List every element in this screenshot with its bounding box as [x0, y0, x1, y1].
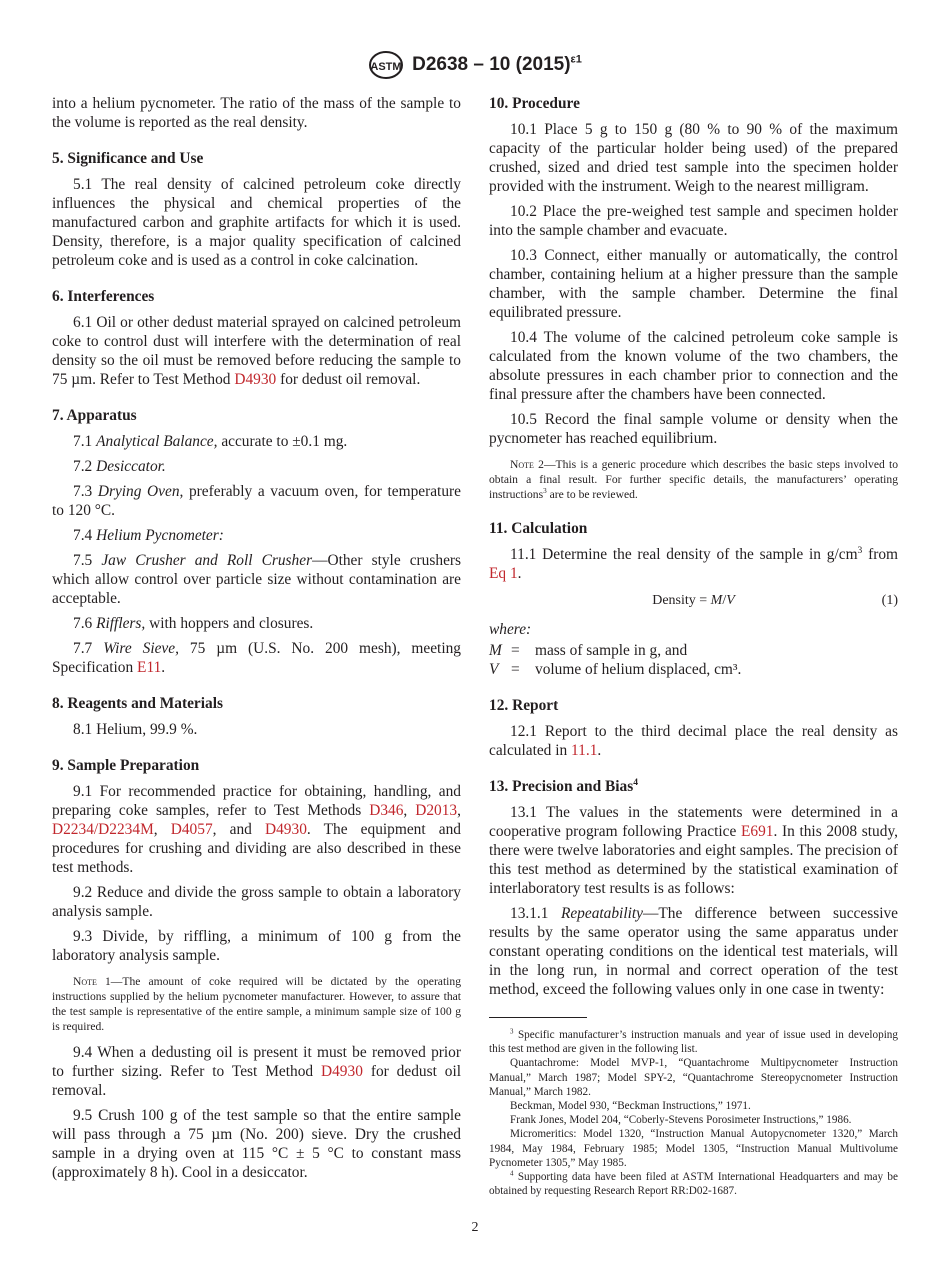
- text-run: 9.3 Divide, by riffling, a minimum of 100 g from the laboratory analysis sample.: [52, 928, 461, 964]
- text-run: Density =: [652, 593, 711, 608]
- italic-text: Drying Oven,: [97, 483, 184, 500]
- footnote-divider: [489, 1017, 587, 1018]
- definition-row: [489, 660, 898, 679]
- text-run: Specific manufacturer’s instruction manuals and year of issue used in developing this test method are given in the following list.: [489, 1029, 898, 1056]
- footnote: [489, 1028, 898, 1056]
- text-run: 6.1 Oil or other dedust material sprayed on calcined petroleum coke to control dust will interfere with the determination of real density so the oil must be removed before reducing the sample to 75 µm. Refer to Test Method: [52, 314, 461, 388]
- footnote: [489, 1127, 898, 1170]
- text-run: 12. Report: [489, 697, 559, 714]
- text-run: 10.2 Place the pre-weighed test sample and specimen holder into the sample chamber and evacuate.: [489, 203, 898, 239]
- text-run: —Other style crushers which allow control over particle size without contamination are acceptable.: [52, 552, 462, 607]
- epsilon-superscript: ε1: [570, 53, 582, 66]
- footnote: [489, 1170, 898, 1198]
- text-run: 7.5: [73, 552, 102, 569]
- text-run: 7.4: [73, 527, 97, 544]
- footnote: [489, 1056, 898, 1099]
- italic-text: Wire Sieve,: [103, 640, 179, 657]
- superscript: 3: [543, 487, 547, 496]
- text-run: /: [722, 593, 727, 608]
- text-run: 10. Procedure: [489, 95, 580, 112]
- text-run: 7.7: [73, 640, 104, 657]
- text-run: 9.5 Crush 100 g of the test sample so that the entire sample will pass through a 75 µm (No. 200) sieve. Dry the crushed sample in a drying oven at 115 °C ± 5 °C to constant mass (approximately 8 h). Cool in a desiccator.: [52, 1107, 461, 1181]
- definition-desc: mass of sample in g, and: [535, 642, 688, 659]
- italic-text: M: [710, 593, 723, 608]
- text-run: Note: [73, 975, 97, 988]
- text-run: for dedust oil removal.: [276, 371, 421, 388]
- section-heading: [52, 149, 461, 168]
- text-run: 10.1 Place 5 g to 150 g (80 % to 90 % of the maximum capacity of the particular holder being used) of the prepared crushed, sized and dried test sample into the specimen holder provided with the instrument. Weigh to the nearest milligram.: [489, 121, 898, 195]
- section-heading: [52, 756, 461, 775]
- section-heading: [489, 777, 898, 796]
- text-run: 7.6: [73, 615, 97, 632]
- reference-link[interactable]: D2234/D2234M: [52, 821, 154, 838]
- section-heading: [489, 519, 898, 538]
- paragraph: [489, 246, 898, 322]
- paragraph: [52, 526, 461, 545]
- text-run: 7. Apparatus: [52, 407, 137, 424]
- text-run: 2—This is a generic procedure which describes the basic steps involved to obtain a final result. For further specific details, the manufacturers’ operating instructions: [489, 458, 898, 501]
- footnote: [489, 1099, 898, 1113]
- text-run: 13. Precision and Bias: [489, 778, 634, 795]
- superscript: 4: [510, 1169, 514, 1178]
- definition-sym: M: [489, 642, 502, 659]
- italic-text: Jaw Crusher and Roll Crusher: [101, 552, 313, 569]
- paragraph: [52, 1106, 461, 1182]
- paragraph: [489, 410, 898, 448]
- text-run: for dedust oil removal.: [52, 1063, 462, 1099]
- text-run: accurate to ±0.1 mg.: [217, 433, 348, 450]
- text-run: 5.1 The real density of calcined petroleum coke directly influences the physical and chemical properties of the manufactured carbon and graphite artifacts for which it is used. Density, therefore, is a major quality specification of calcined petroleum coke and is used as a control in coke calcination.: [52, 176, 461, 269]
- footnote: [489, 1113, 898, 1127]
- text-run: into a helium pycnometer. The ratio of the mass of the sample to the volume is reported as the real density.: [52, 95, 461, 131]
- note: [52, 974, 461, 1034]
- reference-link[interactable]: E691: [740, 823, 774, 840]
- text-run: 10.5 Record the final sample volume or density when the pycnometer has reached equilibrium.: [489, 411, 898, 447]
- reference-link[interactable]: D346: [369, 802, 404, 819]
- paragraph: [52, 614, 461, 633]
- equation-number: (1): [881, 593, 898, 608]
- page-number: 2: [471, 1220, 479, 1235]
- paragraph: [52, 551, 461, 608]
- reference-link[interactable]: D4057: [170, 821, 213, 838]
- text-run: 13.1 The values in the statements were determined in a cooperative program following Practice: [489, 804, 898, 840]
- text-run: .: [597, 742, 602, 759]
- text-run: 9.1 For recommended practice for obtaining, handling, and preparing coke samples, refer to Test Methods: [52, 783, 461, 819]
- superscript: 4: [633, 776, 639, 788]
- italic-text: V: [726, 593, 735, 608]
- section-heading: [52, 287, 461, 306]
- text-run: 12.1 Report to the third decimal place the real density as calculated in: [489, 723, 898, 759]
- text-run: 7.1: [73, 433, 97, 450]
- text-run: 1—The amount of coke required will be dictated by the operating instructions supplied by the helium pycnometer manufacturer. However, to assure that the test sample is representative of the entire sample, a minimum sample size of 100 g is required.: [52, 975, 461, 1033]
- text-run: 75 µm (U.S. No. 200 mesh), meeting Specification: [52, 640, 461, 676]
- text-run: . The equipment and procedures for crushing and dividing are also described in these test methods.: [52, 821, 461, 876]
- text-run: Frank Jones, Model 204, “Coberly-Stevens Porosimeter Instructions,” 1986.: [510, 1114, 852, 1127]
- page-header: [0, 50, 950, 84]
- text-run: 9. Sample Preparation: [52, 757, 200, 774]
- text-run: Supporting data have been filed at ASTM International Headquarters and may be obtained by requesting Research Report RR:D02-1687.: [489, 1171, 898, 1198]
- paragraph: [489, 202, 898, 240]
- reference-link[interactable]: D4930: [234, 371, 277, 388]
- astm-logo-icon: [368, 50, 404, 80]
- text-run: 11. Calculation: [489, 520, 588, 537]
- paragraph: [52, 927, 461, 965]
- text-run: ,: [153, 821, 171, 838]
- text-run: 13.1.1: [510, 905, 561, 922]
- equation-body: [652, 593, 735, 608]
- text-run: Beckman, Model 930, “Beckman Instructions,” 1971.: [510, 1100, 751, 1113]
- text-run: 7.3: [73, 483, 98, 500]
- italic-text: Analytical Balance,: [96, 433, 218, 450]
- text-run: Micromeritics: Model 1320, “Instruction Manual Autopycnometer 1320,” March 1984, May 1984, February 1985; Model 1305, “Instruction Manual Multivolume Pycnometer 1305,” May 1985.: [489, 1128, 898, 1169]
- paragraph: [489, 545, 898, 583]
- text-run: 6. Interferences: [52, 288, 155, 305]
- text-run: 9.4 When a dedusting oil is present it must be removed prior to further sizing. Refer to Test Method: [52, 1044, 461, 1080]
- reference-link[interactable]: D2013: [415, 802, 458, 819]
- text-run: with hoppers and closures.: [145, 615, 314, 632]
- paragraph: [52, 175, 461, 270]
- paragraph: [489, 722, 898, 760]
- where-label: [489, 620, 898, 639]
- section-heading: [489, 696, 898, 715]
- definition-eqs: =: [511, 642, 520, 659]
- text-run: are to be reviewed.: [546, 488, 638, 501]
- paragraph: [52, 782, 461, 877]
- paragraph: [489, 904, 898, 999]
- paragraph: [52, 457, 461, 476]
- text-run: 11.1 Determine the real density of the sample in g/cm: [510, 546, 858, 563]
- text-run: ,: [457, 802, 461, 819]
- text-run: preferably a vacuum oven, for temperature to 120 °C.: [52, 483, 461, 519]
- italic-text: Helium Pycnometer:: [96, 527, 224, 544]
- text-run: .: [517, 565, 522, 582]
- definition-desc: volume of helium displaced, cm³.: [535, 661, 742, 678]
- text-run: ,: [403, 802, 416, 819]
- right-column: [489, 92, 898, 1198]
- paragraph: [52, 94, 461, 132]
- italic-text: Repeatability: [560, 905, 643, 922]
- paragraph: [52, 1043, 461, 1100]
- section-heading: [52, 406, 461, 425]
- text-run: 10.3 Connect, either manually or automatically, the control chamber, containing helium at a higher pressure than the sample chamber, with the sample chamber. Determine the final equilibrated pressure.: [489, 247, 898, 321]
- text-run: 9.2 Reduce and divide the gross sample to obtain a laboratory analysis sample.: [52, 884, 461, 920]
- paragraph: [52, 432, 461, 451]
- paragraph: [489, 328, 898, 404]
- reference-link[interactable]: Eq 1: [489, 565, 518, 582]
- text-run: 10.4 The volume of the calcined petroleum coke sample is calculated from the known volume of the two chambers, the absolute pressures in each chamber prior to connection and the final pressure after the chambers have been connected.: [489, 329, 898, 403]
- italic-text: where:: [489, 621, 532, 638]
- designation-text: D2638 – 10 (2015): [412, 54, 571, 75]
- paragraph: [52, 639, 461, 677]
- text-run: from: [862, 546, 899, 563]
- italic-text: Desiccator.: [96, 458, 166, 475]
- left-column: [52, 92, 461, 1182]
- reference-link[interactable]: D4930: [321, 1063, 363, 1080]
- text-run: , and: [212, 821, 265, 838]
- text-run: .: [161, 659, 166, 676]
- definition-eqs: =: [511, 661, 520, 678]
- section-heading: [489, 94, 898, 113]
- text-run: 7.2: [73, 458, 97, 475]
- paragraph: [52, 313, 461, 389]
- text-run: Note: [510, 458, 534, 471]
- reference-link[interactable]: E11: [137, 659, 162, 676]
- paragraph: [489, 803, 898, 898]
- note: [489, 457, 898, 502]
- superscript: 3: [857, 544, 863, 556]
- text-run: 8. Reagents and Materials: [52, 695, 223, 712]
- paragraph: [52, 883, 461, 921]
- reference-link[interactable]: D4930: [265, 821, 307, 838]
- reference-link[interactable]: 11.1: [571, 742, 598, 759]
- text-run: . In this 2008 study, there were twelve laboratories and eight samples. The precision of this test method as determined by the statistical examination of interlaboratory test results is as follows:: [489, 823, 898, 897]
- equation: [489, 591, 898, 610]
- text-run: 8.1 Helium, 99.9 %.: [73, 721, 198, 738]
- definition-sym: V: [489, 661, 499, 678]
- definition-row: [489, 641, 898, 660]
- paragraph: [52, 720, 461, 739]
- text-run: Quantachrome: Model MVP-1, “Quantachrome Multipycnometer Instruction Manual,” March 1987; Model SPY-2, “Quantachrome Stereopycnometer Instruction Manual,” March 1982.: [489, 1057, 898, 1098]
- document-designation: [412, 54, 582, 76]
- section-heading: [52, 694, 461, 713]
- text-run: 5. Significance and Use: [52, 150, 204, 167]
- text-run: —The difference between successive results by the same operator using the same apparatus under constant operating conditions on the identical test materials, will in the long run, in normal and correct operation of the test method, exceed the following values only in one case in twenty:: [489, 905, 898, 998]
- paragraph: [489, 120, 898, 196]
- svg-text:ASTM: ASTM: [370, 61, 402, 73]
- variable-definitions: [489, 641, 898, 679]
- superscript: 3: [510, 1027, 514, 1036]
- paragraph: [52, 482, 461, 520]
- italic-text: Rifflers,: [96, 615, 146, 632]
